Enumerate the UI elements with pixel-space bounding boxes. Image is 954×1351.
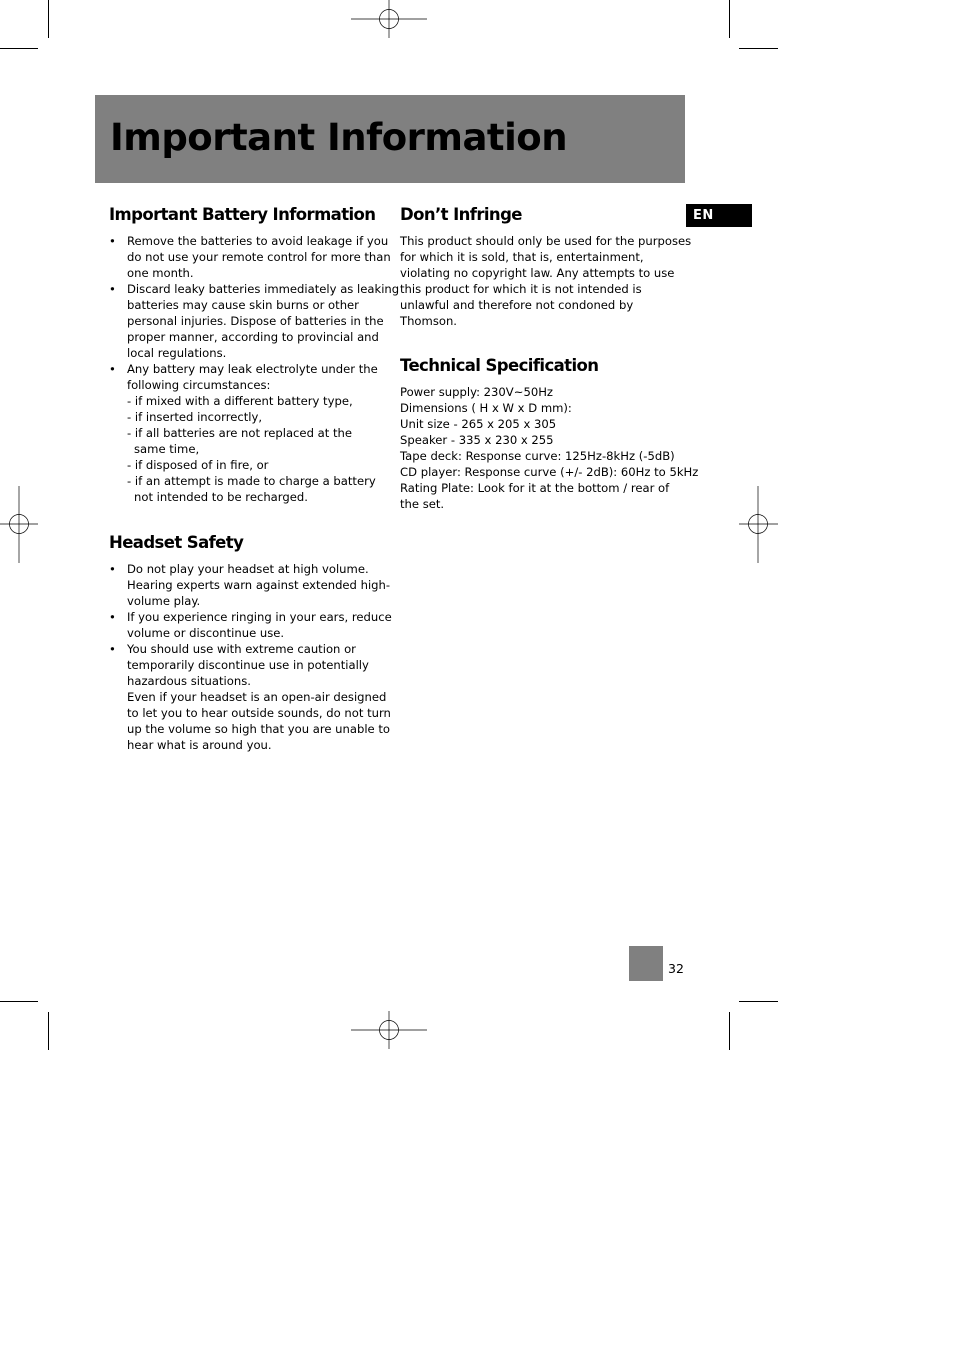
- list-item: [109, 281, 400, 361]
- spec-line: Tape deck: Response curve: 125Hz-8kHz (-5dB): [400, 449, 675, 463]
- battery-section: [109, 203, 400, 505]
- infringe-heading: Don’t Infringe: [400, 205, 522, 224]
- technical-paragraph: [400, 384, 699, 512]
- list-item: [109, 561, 391, 609]
- bullet-icon: •: [109, 282, 116, 296]
- spec-line: CD player: Response curve (+/- 2dB): 60Hz to 5kHz: [400, 465, 699, 479]
- circumstance-item: - if inserted incorrectly,: [127, 410, 263, 424]
- language-badge: EN: [686, 204, 752, 227]
- section-spacer: [109, 505, 385, 531]
- text-line: Do not play your headset at high volume.: [127, 562, 369, 576]
- registration-mark-icon: [0, 486, 76, 562]
- section-spacer: [400, 329, 680, 354]
- page-title: Important Information: [110, 116, 568, 159]
- text-line: hazardous situations.: [127, 674, 251, 688]
- circumstance-item: - if disposed of in fire, or: [127, 458, 269, 472]
- headset-heading: Headset Safety: [109, 533, 244, 552]
- spec-line: Rating Plate: Look for it at the bottom / rear of: [400, 481, 670, 495]
- bullet-icon: •: [109, 610, 116, 624]
- crop-mark: [729, 0, 730, 38]
- crop-mark: [729, 1012, 730, 1050]
- spec-line: Unit size - 265 x 205 x 305: [400, 417, 557, 431]
- text-line: up the volume so high that you are unable to: [127, 722, 391, 736]
- bullet-icon: •: [109, 234, 116, 248]
- text-line: Even if your headset is an open-air designed: [127, 690, 387, 704]
- left-column: [109, 203, 400, 753]
- text-line: local regulations.: [127, 346, 227, 360]
- bullet-icon: •: [109, 362, 116, 376]
- infringe-section: [400, 203, 692, 329]
- bullet-icon: •: [109, 642, 116, 656]
- crop-mark: [739, 48, 778, 49]
- text-line: one month.: [127, 266, 194, 280]
- text-line: Remove the batteries to avoid leakage if you: [127, 234, 389, 248]
- infringe-paragraph: [400, 233, 692, 329]
- text-line: batteries may cause skin burns or other: [127, 298, 359, 312]
- text-line: hear what is around you.: [127, 738, 272, 752]
- battery-list: [109, 233, 400, 505]
- text-line: unlawful and therefore not condoned by: [400, 298, 634, 312]
- text-line: volume play.: [127, 594, 201, 608]
- spec-line: Power supply: 230V~50Hz: [400, 385, 554, 399]
- circumstance-item: - if mixed with a different battery type,: [127, 394, 353, 408]
- text-line: proper manner, according to provincial and: [127, 330, 379, 344]
- text-line: Hearing experts warn against extended high-: [127, 578, 391, 592]
- text-line: If you experience ringing in your ears, reduce: [127, 610, 392, 624]
- page-number-box: [629, 946, 663, 981]
- list-item: [109, 641, 391, 753]
- spec-line: Dimensions ( H x W x D mm):: [400, 401, 572, 415]
- bullet-icon: •: [109, 562, 116, 576]
- headset-section: [109, 531, 392, 753]
- list-item: [109, 609, 392, 641]
- right-column: [400, 203, 699, 512]
- technical-heading: Technical Specification: [400, 356, 599, 375]
- registration-mark-icon: [351, 1011, 427, 1087]
- text-line: Thomson.: [400, 314, 457, 328]
- text-line: volume or discontinue use.: [127, 626, 285, 640]
- spec-line: Speaker - 335 x 230 x 255: [400, 433, 554, 447]
- spec-line: the set.: [400, 497, 445, 511]
- text-line: following circumstances:: [127, 378, 271, 392]
- registration-mark-icon: [351, 0, 427, 76]
- text-line: Discard leaky batteries immediately as leaking: [127, 282, 400, 296]
- crop-mark: [0, 1001, 38, 1002]
- page-number: 32: [668, 961, 684, 976]
- text-line: personal injuries. Dispose of batteries in the: [127, 314, 384, 328]
- technical-section: [400, 354, 699, 512]
- registration-mark-icon: [739, 486, 815, 562]
- text-line: violating no copyright law. Any attempts to use: [400, 266, 675, 280]
- list-item: [109, 361, 385, 505]
- text-line: This product should only be used for the purposes: [400, 234, 692, 248]
- text-line: for which it is sold, that is, entertainment,: [400, 250, 644, 264]
- text-line: do not use your remote control for more than: [127, 250, 391, 264]
- crop-mark: [48, 0, 49, 38]
- battery-heading: Important Battery Information: [109, 205, 376, 224]
- crop-mark: [739, 1001, 778, 1002]
- crop-mark: [48, 1012, 49, 1050]
- text-line: temporarily discontinue use in potentially: [127, 658, 369, 672]
- headset-list: [109, 561, 392, 753]
- circumstance-item: - if an attempt is made to charge a battery not intended to be recharged.: [127, 474, 376, 504]
- text-line: to let you to hear outside sounds, do not turn: [127, 706, 391, 720]
- text-line: You should use with extreme caution or: [127, 642, 356, 656]
- list-item: [109, 233, 391, 281]
- text-line: Any battery may leak electrolyte under the: [127, 362, 378, 376]
- crop-mark: [0, 48, 38, 49]
- circumstance-item: - if all batteries are not replaced at the same time,: [127, 426, 352, 456]
- text-line: this product for which it is not intended is: [400, 282, 642, 296]
